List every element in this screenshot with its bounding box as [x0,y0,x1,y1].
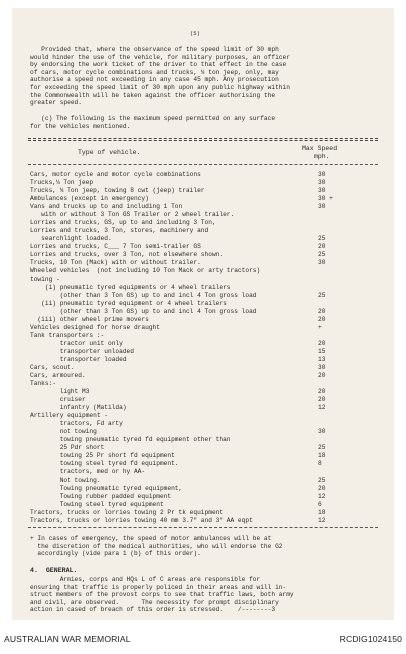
paragraph-c-line: for the vehicles mentioned. [30,122,131,130]
intro-line: by endorsing the work ticket of the driver to that effect in the case [30,61,287,69]
table-row-speed: 20 [318,339,326,347]
table-row-vehicle: tractors, Fd arty [30,420,123,428]
footer-bar [0,622,406,654]
document-page [12,8,394,620]
table-row-speed: 20 [318,372,326,379]
table-row-vehicle: Lorries and trucks, over 3 Ton, not elsewhere shown. [30,251,224,259]
general-line: action in cased of breach of this order is stressed. /--------3 [30,606,276,614]
intro-line: the Commonwealth will be taken against the officer authorising the [30,91,276,99]
table-row-vehicle: towing - [30,275,60,283]
table-row-speed: 12 [318,492,326,500]
table-row-vehicle: towing pneumatic tyred fd equipment other than [30,436,231,444]
note-line: + In cases of emergency, the speed of motor ambulances will be at [30,535,272,542]
table-row-vehicle: Cars, scout. [30,363,75,371]
table-row-speed: 20 [318,243,326,251]
table-row-vehicle: with or without 3 Ton GS Trailer or 2 wheel trailer. [30,211,235,219]
table-row-speed: 30 [318,363,326,371]
table-row-speed: 30 [318,203,326,211]
intro-line: Provided that, where the observance of the speed limit of 30 mph [30,46,279,53]
table-row-speed: 30 [318,259,326,267]
table-row-speed: 30 [318,187,326,195]
table-row-vehicle: Towing pneumatic tyred equipment, [30,484,183,492]
table-row-vehicle: Lorries and trucks, C___ 7 Ton semi-trailer GS [30,243,201,251]
table-row-vehicle: Artillery equipment - [30,412,108,420]
table-row-speed: 30 [318,428,326,436]
table-row-vehicle: 25 Pdr short [30,444,105,452]
table-row-vehicle: Lorries and trucks, 3 Ton, stores, machinery and [30,227,209,235]
table-row-vehicle: (other than 3 Ton GS) up to and incl 4 Ton gross load [30,307,257,315]
table-row-vehicle: Vehicles designed for horse draught [30,323,160,331]
table-row-speed: 25 [318,251,326,259]
column-header-speed-2: mph. [314,153,330,160]
table-row-speed: 30 [318,179,326,187]
general-line: struct members of the provost corps to see that traffic laws, both army [30,591,294,599]
table-row-vehicle: towing steel tyred fd equipment. [30,460,179,468]
table-row-vehicle: Vans and trucks up to and including 1 Ton [30,203,183,211]
table-row-vehicle: (iii) other wheel prime movers [30,315,149,323]
table-row-speed: 15 [318,347,326,355]
table-row-speed: 25 [318,235,326,243]
table-row-speed: 18 [318,508,326,516]
table-row-speed: 25 [318,444,326,452]
note-line: the discretion of the medical authorities, who will endorse the G2 [30,542,283,550]
intro-line: greater speed. [30,99,82,107]
table-row-vehicle: Tractors, trucks or lorries towing 2 Pr tk equipment [30,508,224,516]
table-row-speed: 8 [318,460,322,468]
general-line: ensuring that traffic is properly policed in their areas and will in- [30,583,287,591]
table-row-speed: 6 [318,500,322,508]
table-row-vehicle: Cars, motor cycle and motor cycle combinations [30,171,201,178]
footer-left: AUSTRALIAN WAR MEMORIAL [4,634,131,644]
table-header-rule [28,164,378,165]
intro-line: of cars, motor cycle combinations and trucks, ¼ ton jeep, only, may [30,68,279,76]
table-row-vehicle: Not towing. [30,476,101,484]
table-row-vehicle: (i) pneumatic tyred equipments or 4 wheel trailers [30,283,231,291]
table-row-speed: 13 [318,355,326,363]
footer-right: RCDIG1024150 [339,634,402,644]
intro-line: authorise a speed not exceeding in any case 45 mph. Any prosecution [30,76,279,84]
table-row-vehicle: Trucks,¼ Ton jeep [30,179,94,187]
table-row-vehicle: Tank transporters :- [30,331,105,339]
table-row-vehicle: infantry (Matilda) [30,404,127,412]
table-row-vehicle: Tractors, trucks or lorries towing 40 mm 3.7" and 3" AA eqpt [30,516,253,524]
intro-line: for exceeding the speed limit of 30 mph upon any public highway within [30,84,290,91]
general-heading: 4. GENERAL. [30,567,78,574]
page-number: (5) [190,30,200,37]
general-line: and civil, are observed. The necessity for prompt disciplinary [30,598,279,606]
table-row-vehicle: Wheeled vehicles (not including 10 Ton Mack or arty tractors) [30,267,261,275]
table-row-speed: + [318,323,322,331]
table-row-vehicle: towing 25 Pr short fd equipment [30,452,175,460]
table-row-vehicle: transporter unloaded [30,347,134,355]
table-row-vehicle: Trucks, ¼ Ton jeep, towing 8 cwt (jeep) trailer [30,187,205,195]
table-row-speed: 20 [318,396,326,404]
table-row-speed: 20 [318,388,326,396]
table-row-vehicle: (other than 3 Ton GS) up to and incl 4 Ton gross load [30,291,257,299]
table-row-speed: 12 [318,404,326,412]
table-row-vehicle: Towing rubber padded equipment [30,492,172,500]
table-row-speed: 20 [318,484,326,492]
table-row-vehicle: Trucks, 10 Ton (Mack) with or without trailer. [30,259,201,267]
paragraph-c-line: (c) The following is the maximum speed permitted on any surface [30,115,276,122]
general-line: Armies, corps and HQs L of C areas are responsible for [30,576,261,583]
table-row-speed: 30 + [318,195,333,203]
table-row-vehicle: Tanks:- [30,380,56,388]
table-row-vehicle: Ambulances (except in emergency) [30,195,149,203]
table-row-vehicle: Cars, armoured. [30,372,86,379]
table-row-vehicle: cruiser [30,396,86,404]
table-top-rule-2 [28,140,378,141]
note-line: accordingly (vide para 1 (b) of this order). [30,550,201,558]
table-row-vehicle: Towing steel tyred equipment [30,500,164,508]
table-row-vehicle: Lorries and trucks, GS, up to and including 3 Ton, [30,219,216,227]
table-row-speed: 20 [318,307,326,315]
table-top-rule [28,138,378,139]
table-row-vehicle: searchlight loaded. [30,235,112,243]
table-row-speed: 25 [318,476,326,484]
table-row-vehicle: light M3 [30,388,90,396]
table-row-speed: 12 [318,516,326,524]
table-row-speed: 18 [318,452,326,460]
table-bottom-rule [28,527,378,528]
table-row-speed: 20 [318,315,326,323]
table-row-vehicle: transporter loaded [30,355,127,363]
column-header-speed-1: Max Speed [302,145,338,152]
table-row-vehicle: not towing [30,428,97,436]
table-row-vehicle: tractors, med or hy AA- [30,468,146,476]
intro-line: would hinder the use of the vehicle, for military purposes, an officer [30,53,290,61]
table-row-speed: 25 [318,291,326,299]
table-row-speed: 30 [318,171,326,178]
table-row-vehicle: (ii) pneumatic tyred equipment or 4 wheel trailers [30,299,227,307]
column-header-vehicle: Type of vehicle. [78,149,141,156]
table-row-vehicle: tractor unit only [30,339,123,347]
